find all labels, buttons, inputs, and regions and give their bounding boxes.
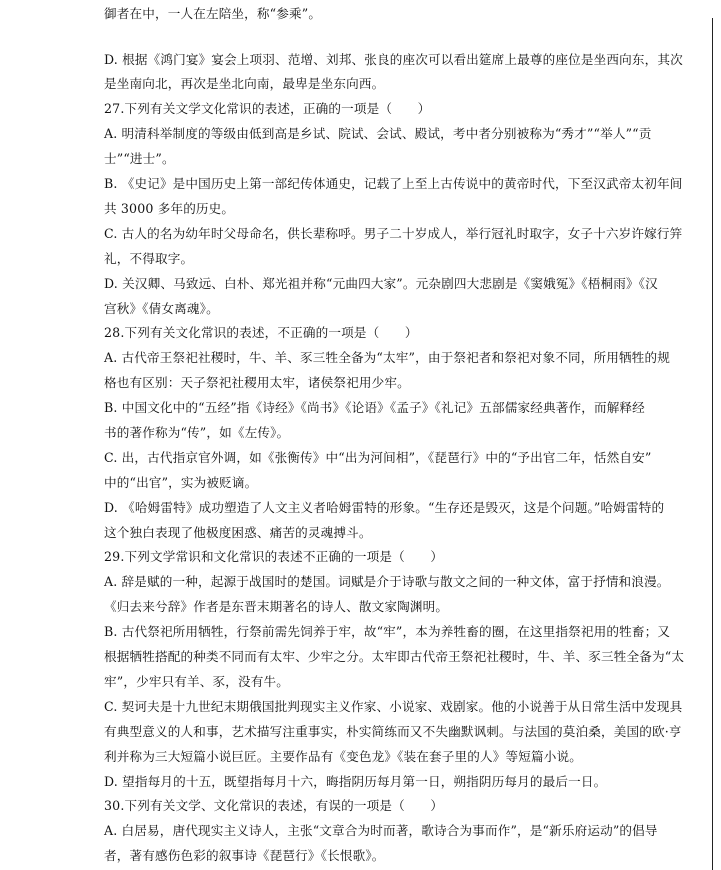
option-c-line: C. 出，古代指京官外调，如《张衡传》中“出为河间相”，《琵琶行》中的“予出官二年，恬然自安”	[104, 450, 652, 465]
option-d-line: D. 望指每月的十五，既望指每月十六，晦指阴历每月第一日，朔指阴历每月的最后一日。	[104, 774, 607, 789]
option-d-line: D. 根据《鸿门宴》宴会上项羽、范增、刘邦、张良的座次可以看出筵席上最尊的座位是坐西向东，其次	[104, 52, 683, 67]
option-a-line: A. 辞是赋的一种，起源于战国时的楚国。词赋是介于诗歌与散文之间的一种文体，富于抒情和浪漫。	[104, 574, 670, 589]
text-line: 这个独白表现了他极度困惑、痛苦的灵魂搏斗。	[104, 525, 372, 540]
text-line: 《归去来兮辞》作者是东晋末期著名的诗人、散文家陶渊明。	[104, 599, 449, 614]
text-line: 格也有区别：天子祭祀社稷用太牢，诸侯祭祀用少牢。	[104, 375, 410, 390]
text-line: 是坐南向北，再次是坐北向南，最卑是坐东向西。	[104, 76, 385, 91]
text-line: 中的“出官”，实为被贬谪。	[104, 475, 258, 490]
text-line: 礼，不得取字。	[104, 251, 194, 266]
text-line: 士”“进士”。	[104, 151, 175, 166]
text-line: 有典型意义的人和事，艺术描写注重事实，朴实简练而又不失幽默讽刺。与法国的莫泊桑，美国的欧·亨	[104, 724, 682, 739]
option-b-line: B. 古代祭祀所用牺牲，行祭前需先饲养于牢，故“牢”，本为养牲畜的圈，在这里指祭祀用的牲畜；又	[104, 624, 671, 639]
text-line: 御者在中，一人在左陪坐，称“参乘”。	[104, 6, 322, 21]
option-d-line: D. 《哈姆雷特》成功塑造了人文主义者哈姆雷特的形象。“生存还是毁灭，这是个问题。”哈姆雷特的	[104, 500, 665, 515]
question-28-stem: 28.下列有关文化常识的表述，不正确的一项是（ ）	[104, 325, 418, 340]
page-edge-rule	[712, 18, 713, 870]
option-a-line: A. 明清科举制度的等级由低到高是乡试、院试、会试、殿试，考中者分别被称为“秀才”“举人”“贡	[104, 126, 652, 141]
text-line: 共 3000 多年的历史。	[104, 201, 235, 216]
option-b-line: B. 中国文化中的“五经”指《诗经》《尚书》《论语》《孟子》《礼记》五部儒家经典著作，而解释经	[104, 400, 645, 415]
text-line: 牢”，少牢只有羊、豕，没有牛。	[104, 674, 290, 689]
option-c-line: C. 古人的名为幼年时父母命名，供长辈称呼。男子二十岁成人，举行冠礼时取字，女子十六岁许嫁行笄	[104, 226, 683, 241]
text-line: 利并称为三大短篇小说巨匠。主要作品有《变色龙》《装在套子里的人》等短篇小说。	[104, 749, 582, 764]
option-a-line: A. 白居易，唐代现实主义诗人，主张“文章合为时而著，歌诗合为事而作”，是“新乐府运动”的倡导	[104, 823, 658, 838]
text-line: 宫秋》《倩女离魂》。	[104, 301, 219, 316]
option-a-line: A. 古代帝王祭祀社稷时，牛、羊、豕三牲全备为“太牢”，由于祭祀者和祭祀对象不同，所用牺牲的规	[104, 350, 670, 365]
option-c-line: C. 契诃夫是十九世纪末期俄国批判现实主义作家、小说家、戏剧家。他的小说善于从日常生活中发现具	[104, 699, 683, 714]
text-line: 根据牺牲搭配的种类不同而有太牢、少牢之分。太牢即古代帝王祭祀社稷时，牛、羊、豕三牲全备为“太	[104, 649, 685, 664]
text-line: 者，著有感伤色彩的叙事诗《琵琶行》《长恨歌》。	[104, 848, 385, 863]
option-d-line: D. 关汉卿、马致远、白朴、郑光祖并称“元曲四大家”。元杂剧四大悲剧是《窦娥冤》《梧桐雨》《汉	[104, 276, 658, 291]
question-29-stem: 29.下列文学常识和文化常识的表述不正确的一项是（ ）	[104, 549, 444, 564]
text-line: 书的著作称为“传”，如《左传》。	[104, 425, 290, 440]
question-30-stem: 30.下列有关文学、文化常识的表述，有误的一项是（ ）	[104, 798, 444, 813]
option-b-line: B. 《史记》是中国历史上第一部纪传体通史，记载了上至上古传说中的黄帝时代，下至汉武帝太初年间	[104, 176, 683, 191]
question-27-stem: 27.下列有关文学文化常识的表述，正确的一项是（ ）	[104, 101, 431, 116]
